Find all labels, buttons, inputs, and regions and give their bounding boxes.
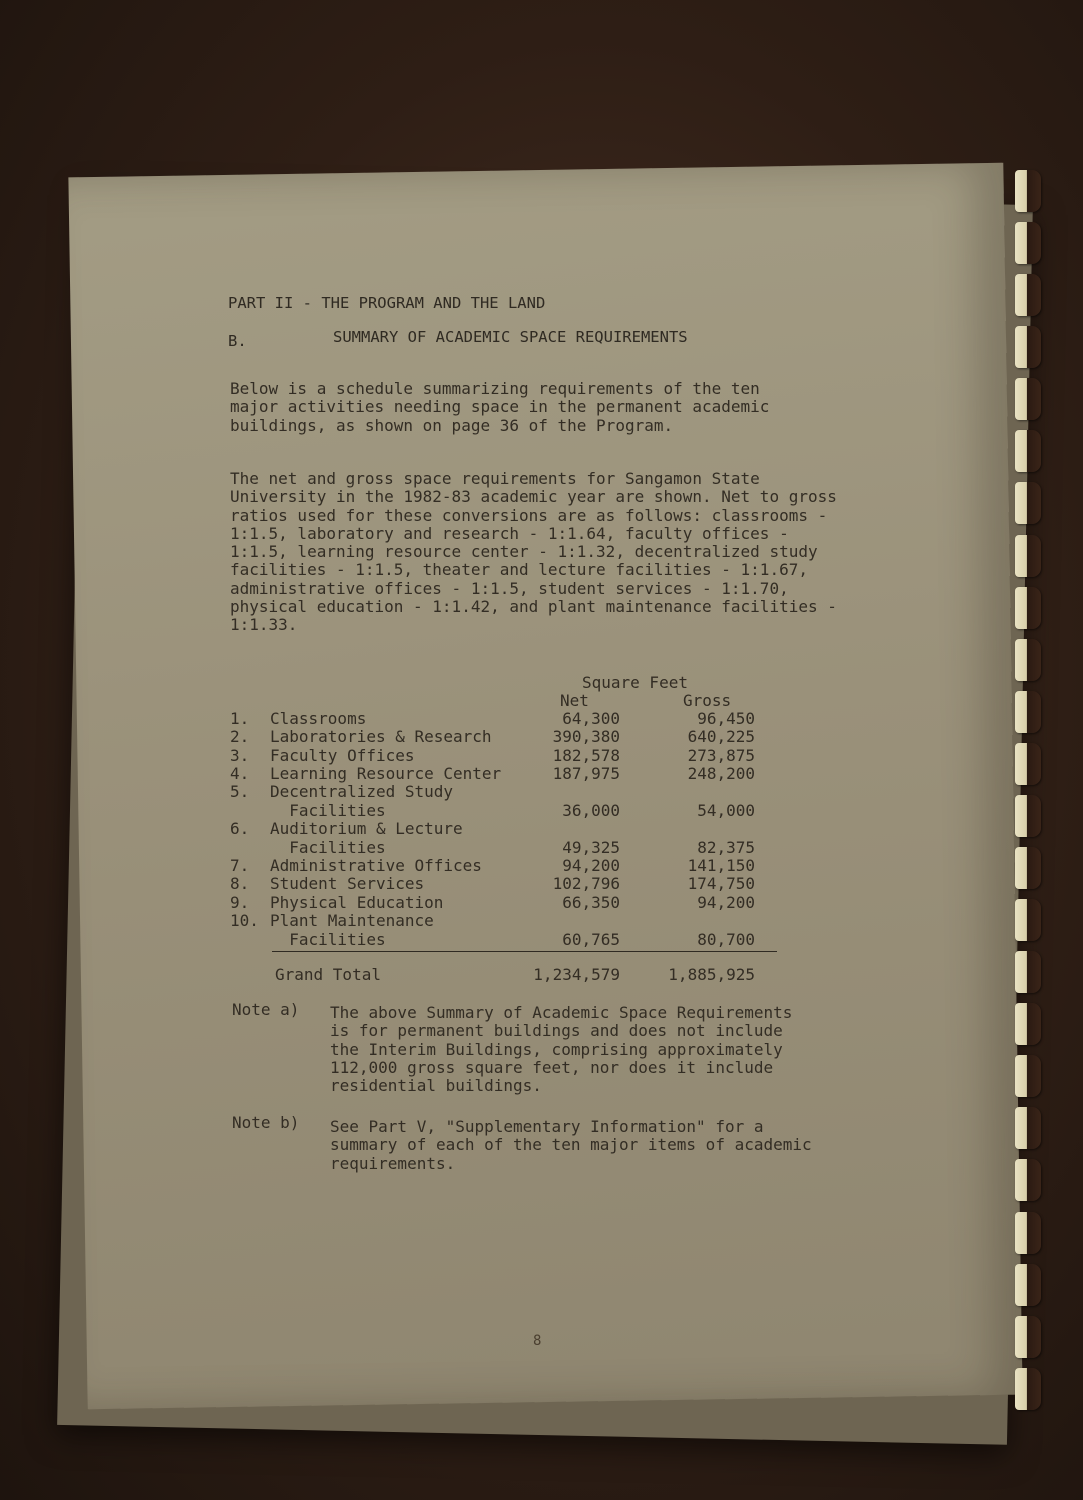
binding-coil (1015, 535, 1041, 577)
binding-coil (1015, 1055, 1041, 1097)
binding-coil (1015, 274, 1041, 316)
table-row (230, 930, 790, 948)
gross-column-header: Gross (683, 691, 732, 710)
grand-total-gross: 1,885,925 (668, 965, 755, 984)
row-gross: 82,375 (697, 838, 755, 857)
binding-coil (1015, 899, 1041, 941)
binding-coil (1015, 430, 1041, 472)
square-feet-header: Square Feet (582, 673, 688, 692)
row-net: 66,350 (562, 893, 620, 912)
row-net: 187,975 (552, 764, 620, 783)
binding-coil (1015, 1159, 1041, 1201)
row-gross: 141,150 (687, 856, 755, 875)
table-row (230, 801, 790, 819)
row-gross: 96,450 (697, 709, 755, 728)
row-net: 390,380 (552, 727, 620, 746)
grand-total-net: 1,234,579 (533, 965, 620, 984)
binding-coil (1015, 1368, 1041, 1410)
spiral-binding (1015, 170, 1055, 1410)
table-row (230, 727, 790, 745)
binding-coil (1015, 1264, 1041, 1306)
binding-coil (1015, 1003, 1041, 1045)
binding-coil (1015, 691, 1041, 733)
table-row (230, 819, 790, 837)
row-label: Decentralized Study (270, 782, 454, 801)
row-label: Faculty Offices (270, 746, 415, 765)
binding-coil (1015, 482, 1041, 524)
row-gross: 174,750 (687, 874, 755, 893)
binding-coil (1015, 222, 1041, 264)
binding-coil (1015, 170, 1041, 212)
row-number: 2. (230, 727, 250, 746)
note-a-text: The above Summary of Academic Space Requirements is for permanent buildings and does not include the Interim Buildings, comprising approximately 112,000 gross square feet, nor does it include residential buildings. (330, 1003, 793, 1096)
table-row (230, 838, 790, 856)
table-row (230, 856, 790, 874)
intro-paragraph: Below is a schedule summarizing requirements of the ten major activities needing space in the permanent academic buildings, as shown on page 36 of the Program. (230, 379, 770, 435)
ratios-paragraph: The net and gross space requirements for Sangamon State University in the 1982-83 academic year are shown. Net to gross ratios used for these conversions are as follows: classrooms - 1:1.5, laboratory and research - 1:1.64, faculty offices - 1:1.5, learning resource center - 1:1.32, decentralized study facilities - 1:1.5, theater and lecture facilities - 1:1.67, administrative offices - 1:1.5, student services - 1:1.70, physical education - 1:1.42, and plant maintenance facilities - 1:1.33. (230, 469, 837, 635)
row-label: Laboratories & Research (270, 727, 492, 746)
note-b-label: Note b) (232, 1113, 300, 1132)
grand-total-label: Grand Total (275, 965, 381, 984)
row-number: 8. (230, 874, 250, 893)
binding-coil (1015, 1107, 1041, 1149)
section-title: SUMMARY OF ACADEMIC SPACE REQUIREMENTS (333, 328, 688, 346)
row-label: Learning Resource Center (270, 764, 502, 783)
page-number: 8 (533, 1333, 542, 1349)
binding-coil (1015, 795, 1041, 837)
grand-total-row (230, 965, 790, 983)
row-label: Facilities (270, 801, 386, 820)
row-label: Facilities (270, 838, 386, 857)
binding-coil (1015, 378, 1041, 420)
binding-coil (1015, 326, 1041, 368)
table-row (230, 782, 790, 800)
row-gross: 54,000 (697, 801, 755, 820)
row-net: 102,796 (552, 874, 620, 893)
row-number: 10. (230, 911, 259, 930)
row-label: Student Services (270, 874, 425, 893)
binding-coil (1015, 1212, 1041, 1254)
net-column-header: Net (560, 691, 589, 710)
table-row (230, 911, 790, 929)
row-gross: 94,200 (697, 893, 755, 912)
row-net: 182,578 (552, 746, 620, 765)
row-gross: 248,200 (687, 764, 755, 783)
row-number: 9. (230, 893, 250, 912)
row-net: 36,000 (562, 801, 620, 820)
section-letter: B. (228, 332, 247, 350)
row-net: 94,200 (562, 856, 620, 875)
row-gross: 273,875 (687, 746, 755, 765)
binding-coil (1015, 951, 1041, 993)
part-header: PART II - THE PROGRAM AND THE LAND (228, 294, 546, 312)
binding-coil (1015, 743, 1041, 785)
binding-coil (1015, 587, 1041, 629)
table-row (230, 893, 790, 911)
row-label: Physical Education (270, 893, 444, 912)
binding-coil (1015, 639, 1041, 681)
row-gross: 80,700 (697, 930, 755, 949)
row-number: 5. (230, 782, 250, 801)
row-net: 64,300 (562, 709, 620, 728)
row-gross: 640,225 (687, 727, 755, 746)
row-label: Facilities (270, 930, 386, 949)
binding-coil (1015, 1316, 1041, 1358)
total-rule (272, 951, 777, 952)
table-row (230, 709, 790, 727)
table-row (230, 746, 790, 764)
row-label: Administrative Offices (270, 856, 482, 875)
row-label: Plant Maintenance (270, 911, 434, 930)
row-net: 49,325 (562, 838, 620, 857)
binding-coil (1015, 847, 1041, 889)
table-row (230, 874, 790, 892)
row-number: 3. (230, 746, 250, 765)
row-net: 60,765 (562, 930, 620, 949)
row-number: 6. (230, 819, 250, 838)
row-label: Classrooms (270, 709, 367, 728)
row-number: 7. (230, 856, 250, 875)
row-number: 4. (230, 764, 250, 783)
row-label: Auditorium & Lecture (270, 819, 463, 838)
row-number: 1. (230, 709, 250, 728)
note-b-text: See Part V, "Supplementary Information" for a summary of each of the ten major items of academic requirements. (330, 1117, 812, 1173)
note-a-label: Note a) (232, 1000, 300, 1019)
table-row (230, 764, 790, 782)
